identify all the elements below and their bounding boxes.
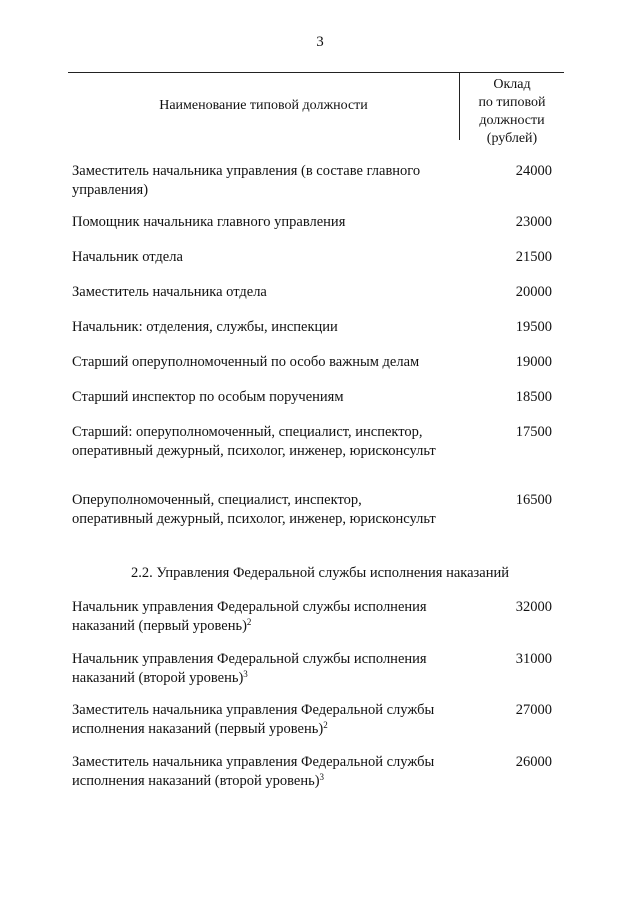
salary-value: 19500 xyxy=(515,319,552,335)
table-row xyxy=(72,353,552,372)
footnote-marker: 2 xyxy=(323,720,328,730)
position-name: Старший инспектор по особым поручениям xyxy=(72,389,344,405)
position-name-text: Заместитель начальника управления Федеральной службы исполнения наказаний (второй уровень) xyxy=(72,754,435,789)
header-salary-line: должности xyxy=(479,113,545,128)
salary-value: 27000 xyxy=(515,702,552,718)
footnote-marker: 2 xyxy=(246,617,252,627)
salary-value: 32000 xyxy=(515,599,552,615)
page-number: 3 xyxy=(316,34,324,50)
table-row xyxy=(72,283,552,302)
position-name: Старший оперуполномоченный по особо важным делам xyxy=(72,354,420,370)
header-position-name: Наименование типовой должности xyxy=(159,98,368,113)
table-row xyxy=(72,423,552,461)
table-row xyxy=(72,388,552,407)
position-name xyxy=(72,650,457,688)
salary-value: 23000 xyxy=(515,214,552,230)
table-row xyxy=(72,598,552,636)
position-name: Начальник отдела xyxy=(72,249,183,265)
position-name: Заместитель начальника управления (в составе главного управления) xyxy=(72,163,421,198)
table-row xyxy=(72,248,552,267)
salary-value: 18500 xyxy=(515,389,552,405)
position-name: Оперуполномоченный, специалист, инспектор, оперативный дежурный, психолог, инженер, юрисконсульт xyxy=(72,492,436,527)
table-row xyxy=(72,650,552,688)
salary-value: 31000 xyxy=(515,651,552,667)
header-salary-line: (рублей) xyxy=(486,131,538,146)
salary-value: 19000 xyxy=(515,354,552,370)
position-name: Помощник начальника главного управления xyxy=(72,214,346,230)
position-name-text: Начальник управления Федеральной службы исполнения наказаний (второй уровень) xyxy=(72,651,427,686)
position-name xyxy=(72,598,457,636)
position-name-text: Заместитель начальника управления Федеральной службы исполнения наказаний (первый уровень) xyxy=(72,702,435,737)
position-name: Заместитель начальника отдела xyxy=(72,284,267,300)
header-salary xyxy=(460,76,564,148)
header-salary-line: Оклад xyxy=(493,77,531,92)
table-row xyxy=(72,162,552,200)
salary-value: 17500 xyxy=(515,424,552,440)
salary-value: 16500 xyxy=(515,492,552,508)
position-name xyxy=(72,753,457,791)
position-name xyxy=(72,701,457,739)
salary-value: 26000 xyxy=(515,754,552,770)
table-row xyxy=(72,701,552,739)
salary-value: 20000 xyxy=(515,284,552,300)
table-row xyxy=(72,318,552,337)
position-name: Начальник: отделения, службы, инспекции xyxy=(72,319,338,335)
position-name-text: Начальник управления Федеральной службы исполнения наказаний (первый уровень) xyxy=(72,599,427,634)
salary-value: 21500 xyxy=(515,249,552,265)
table-row xyxy=(72,491,552,529)
footnote-marker: 3 xyxy=(243,669,248,679)
position-name: Старший: оперуполномоченный, специалист, инспектор, оперативный дежурный, психолог, инженер, юрисконсульт xyxy=(72,424,436,459)
header-salary-line: по типовой xyxy=(478,95,546,110)
section-heading: 2.2. Управления Федеральной службы исполнения наказаний xyxy=(131,565,509,581)
salary-value: 24000 xyxy=(515,163,552,179)
table-row xyxy=(72,753,552,791)
footnote-marker: 3 xyxy=(319,772,325,782)
table-row xyxy=(72,213,552,232)
table-header-rule xyxy=(68,72,564,73)
